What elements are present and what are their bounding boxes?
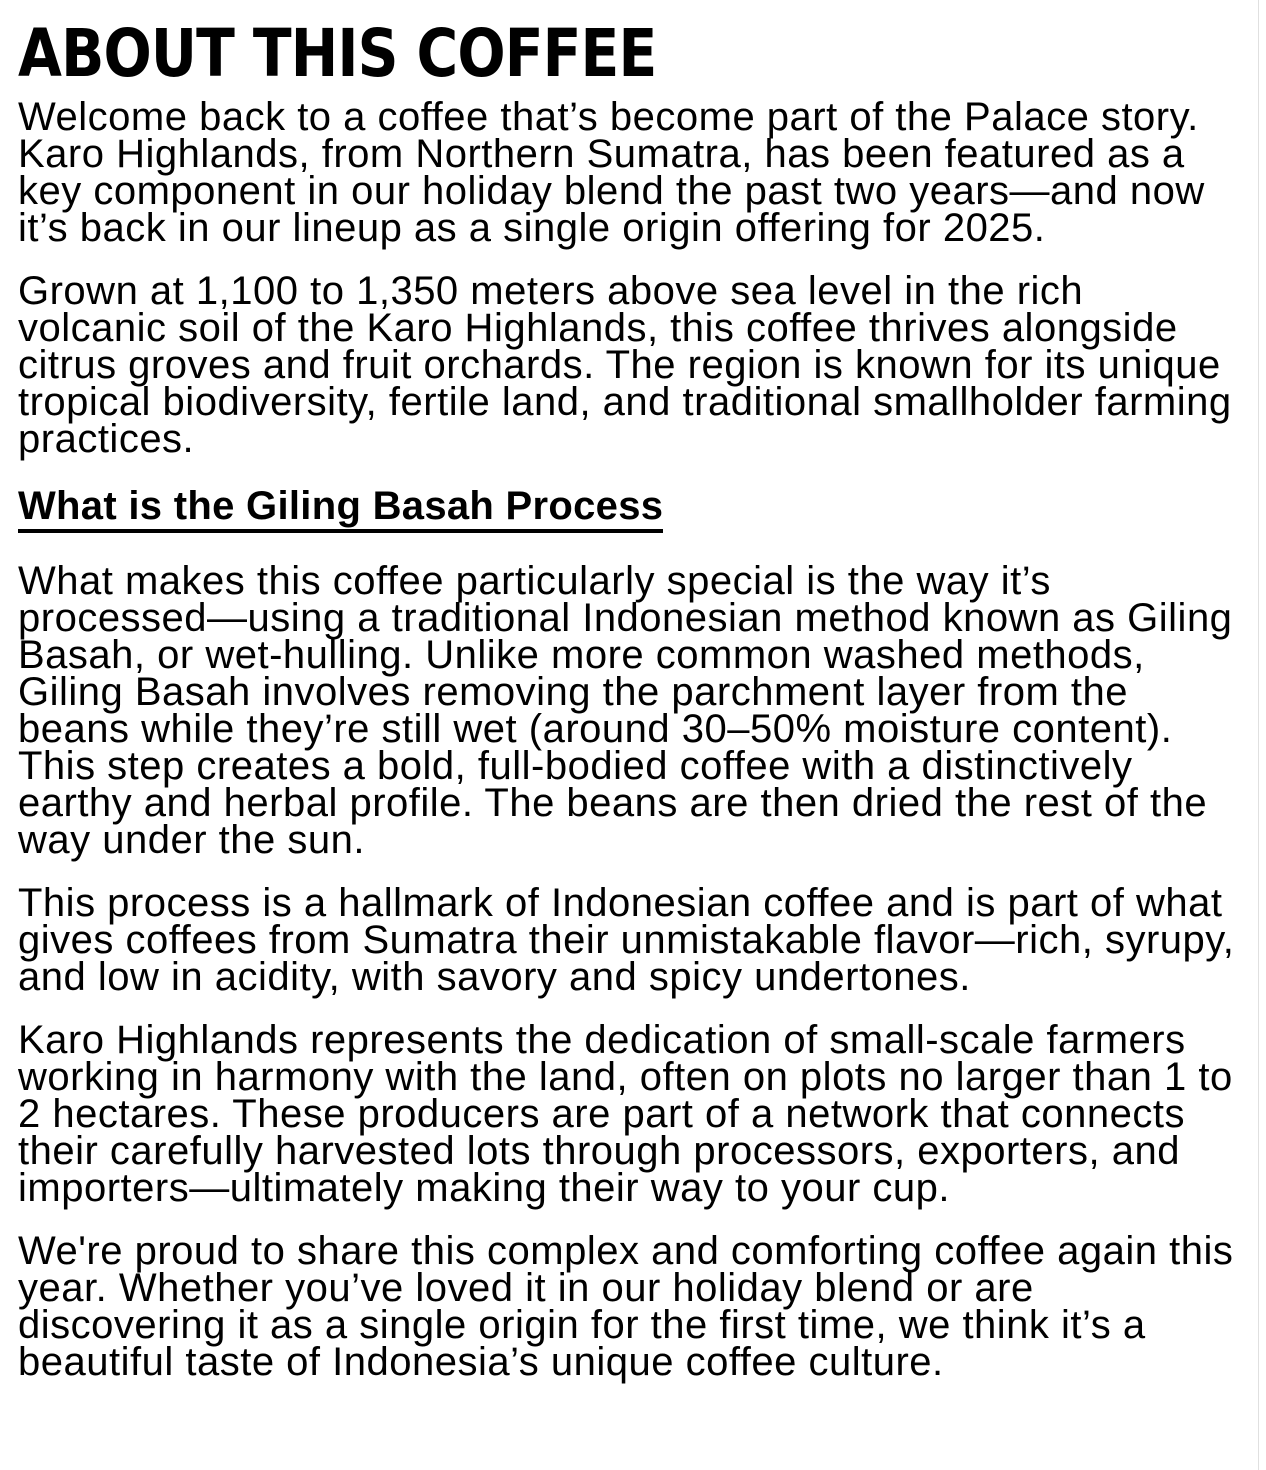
- page-right-edge-divider: [1258, 0, 1259, 1470]
- paragraph-growing-region: Grown at 1,100 to 1,350 meters above sea level in the rich volcanic soil of the Karo Highlands, this coffee thrives alongside citrus groves and fruit orchards. The region is known for its unique tropical biodiversity, fertile land, and traditional smallholder farming practices.: [18, 269, 1232, 462]
- paragraph-intro: Welcome back to a coffee that’s become part of the Palace story. Karo Highlands, from Northern Sumatra, has been featured as a key component in our holiday blend the past two years—and now it’s back in our lineup as a single origin offering for 2025.: [18, 95, 1205, 251]
- page-title: [18, 15, 1242, 92]
- subheading-text: What is the Giling Basah Process: [18, 484, 663, 533]
- paragraph-flavor: This process is a hallmark of Indonesian coffee and is part of what gives coffees from Sumatra their unmistakable flavor—rich, syrupy, and low in acidity, with savory and spicy undertones.: [18, 881, 1235, 1000]
- subheading-giling-basah: [18, 484, 1242, 533]
- paragraph-farmers: Karo Highlands represents the dedication of small-scale farmers working in harmony with the land, often on plots no larger than 1 to 2 hectares. These producers are part of a network that connects their carefully harvested lots through processors, exporters, and importers—ultimately making their way to your cup.: [18, 1018, 1233, 1211]
- page-title-text: ABOUT THIS COFFEE: [18, 15, 657, 92]
- paragraph-closing: We're proud to share this complex and comforting coffee again this year. Whether you’ve loved it in our holiday blend or are discovering it as a single origin for the first time, we think it’s a beautiful taste of Indonesia’s unique coffee culture.: [18, 1229, 1234, 1385]
- paragraph-process: What makes this coffee particularly special is the way it’s processed—using a traditional Indonesian method known as Giling Basah, or wet-hulling. Unlike more common washed methods, Giling Basah involves removing the parchment layer from the beans while they’re still wet (around 30–50% moisture content). This step creates a bold, full-bodied coffee with a distinctively earthy and herbal profile. The beans are then dried the rest of the way under the sun.: [18, 559, 1233, 863]
